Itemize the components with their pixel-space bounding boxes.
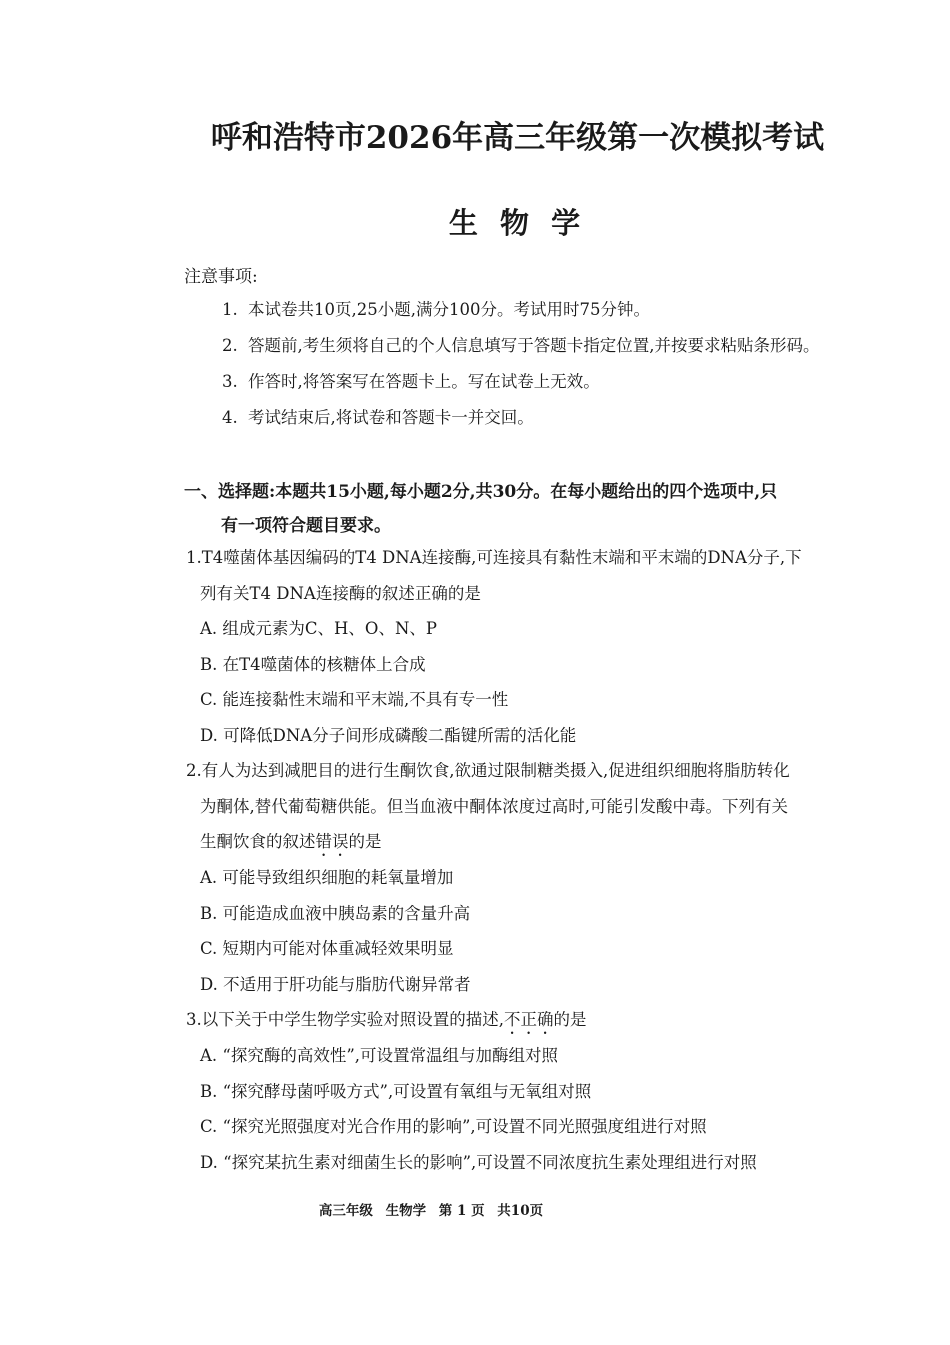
question-3 [186,1002,866,1180]
question-1 [186,540,866,753]
page-footer: 高三年级 生物学 第 1 页 共10页 [318,1203,544,1219]
option-b: B. 可能造成血液中胰岛素的含量升高 [200,903,471,923]
emphasis-word: 错误 [315,832,349,851]
emphasis-word: 不正确 [504,1010,554,1029]
question-list [186,540,866,1180]
option-d: D. “探究某抗生素对细菌生长的影响”,可设置不同浓度抗生素处理组进行对照 [200,1152,757,1172]
option-list [186,1038,866,1180]
option-a: A. 可能导致组织细胞的耗氧量增加 [200,868,454,887]
option-d: D. 不适用于肝功能与脂肪代谢异常者 [200,974,471,994]
notice-item: 2. 答题前,考生须将自己的个人信息填写于答题卡指定位置,并按要求粘贴条形码。 [222,336,820,355]
notice-item: 4. 考试结束后,将试卷和答题卡一并交回。 [222,408,534,427]
option-c: C. 短期内可能对体重减轻效果明显 [200,939,454,958]
option-list [186,611,866,753]
section-heading: 一、选择题:本题共15小题,每小题2分,共30分。在每小题给出的四个选项中,只 有一项符合题目要求。 [184,482,778,536]
option-a: A. 组成元素为C、H、O、N、P [200,619,437,638]
notice-heading: 注意事项: [184,267,258,287]
option-c: C. “探究光照强度对光合作用的影响”,可设置不同光照强度组进行对照 [200,1117,707,1136]
option-d: D. 可降低DNA分子间形成磷酸二酯键所需的活化能 [200,725,577,745]
question-stem: 2.有人为达到减肥目的进行生酮饮食,欲通过限制糖类摄入,促进组织细胞将脂肪转化 为酮体,替代葡萄糖供能。但当血液中酮体浓度过高时,可能引发酸中毒。下列有关 生酮饮食的叙述错误的是 [186,761,790,851]
subject-title: 生 物 学 [448,206,587,240]
option-a: A. “探究酶的高效性”,可设置常温组与加酶组对照 [200,1046,559,1065]
question-stem: 1.T4噬菌体基因编码的T4 DNA连接酶,可连接具有黏性末端和平末端的DNA分子,下 列有关T4 DNA连接酶的叙述正确的是 [186,548,802,603]
notice-item: 3. 作答时,将答案写在答题卡上。写在试卷上无效。 [222,372,600,391]
question-stem: 3.以下关于中学生物学实验对照设置的描述,不正确的是 [186,1010,587,1029]
notice-list [222,296,820,440]
option-list [186,860,866,1002]
notice-item: 1. 本试卷共10页,25小题,满分100分。考试用时75分钟。 [222,300,650,319]
exam-title: 呼和浩特市2026年高三年级第一次模拟考试 [210,120,825,156]
option-c: C. 能连接黏性末端和平末端,不具有专一性 [200,690,509,709]
question-2 [186,753,866,1002]
option-b: B. “探究酵母菌呼吸方式”,可设置有氧组与无氧组对照 [200,1081,592,1101]
option-b: B. 在T4噬菌体的核糖体上合成 [200,654,426,674]
